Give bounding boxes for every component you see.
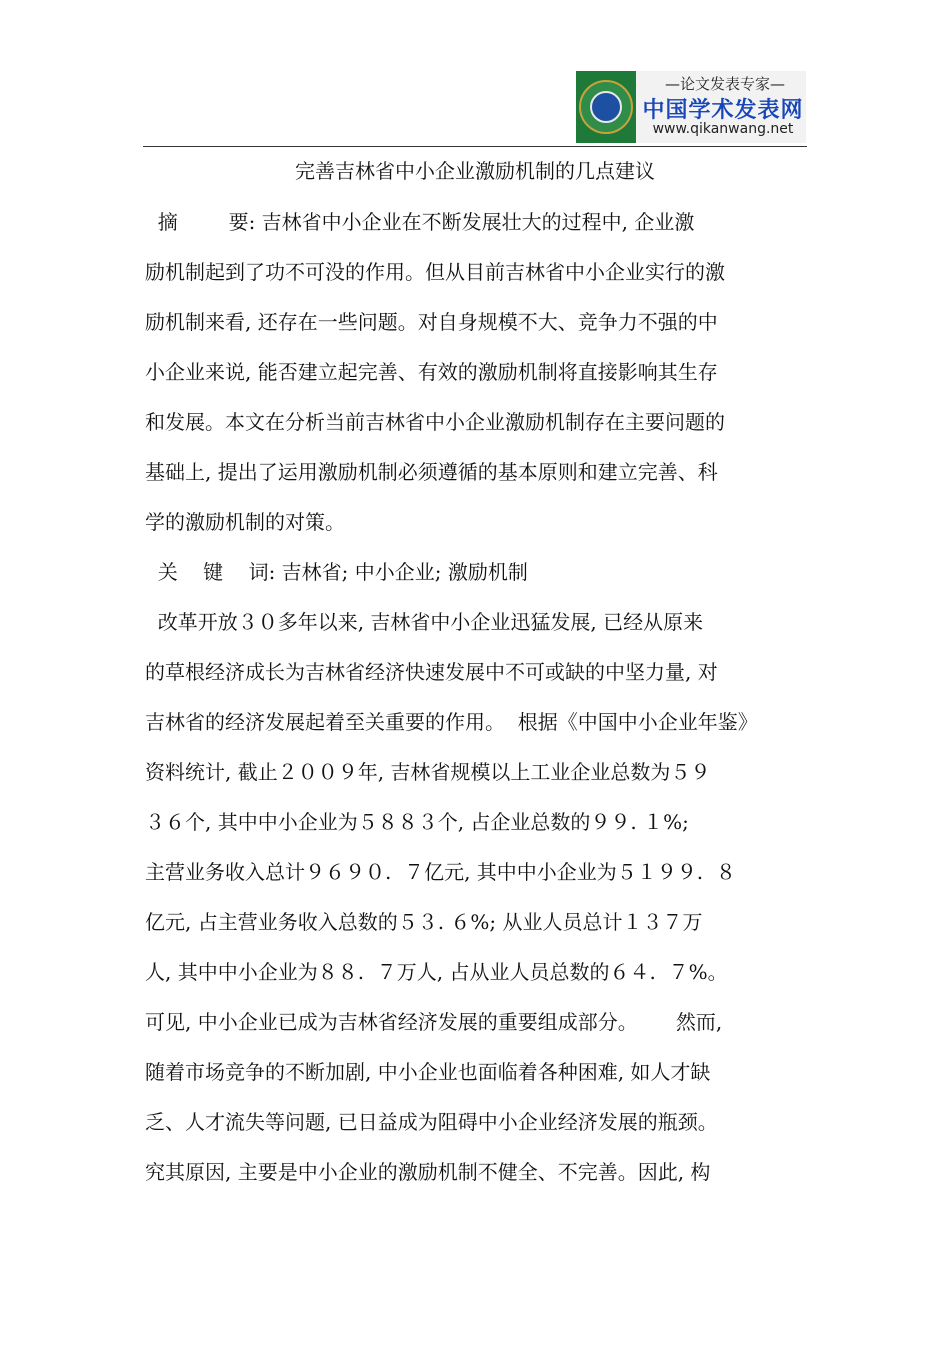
document-title: 完善吉林省中小企业激励机制的几点建议 [295, 159, 655, 183]
text-line: 人, 其中中小企业为８８. ７万人, 占从业人员总数的６４. ７%。 [145, 960, 728, 984]
text-line: ３６个, 其中中小企业为５８８３个, 占企业总数的９９. １%; [145, 810, 689, 834]
text-line: 随着市场竞争的不断加剧, 中小企业也面临着各种困难, 如人才缺 [145, 1060, 711, 1084]
text-line: 摘 要: 吉林省中小企业在不断发展壮大的过程中, 企业激 [145, 210, 695, 234]
site-logo [576, 71, 806, 143]
text-line: 亿元, 占主营业务收入总数的５３. ６%; 从业人员总计１３７万 [145, 910, 703, 934]
logo-tagline: —论文发表专家— [664, 75, 785, 93]
text-line: 励机制起到了功不可没的作用。但从目前吉林省中小企业实行的激 [145, 260, 725, 284]
text-line: 励机制来看, 还存在一些问题。对自身规模不大、竞争力不强的中 [145, 310, 718, 334]
logo-seal-icon [576, 71, 636, 143]
text-line: 的草根经济成长为吉林省经济快速发展中不可或缺的中坚力量, 对 [145, 660, 718, 684]
header-divider [143, 146, 807, 147]
text-line: 乏、人才流失等问题, 已日益成为阻碍中小企业经济发展的瓶颈。 [145, 1110, 718, 1134]
text-line: 关 键 词: 吉林省; 中小企业; 激励机制 [145, 560, 528, 584]
text-line: 资料统计, 截止２００９年, 吉林省规模以上工业企业总数为５９ [145, 760, 711, 784]
text-line: 小企业来说, 能否建立起完善、有效的激励机制将直接影响其生存 [145, 360, 718, 384]
text-line: 和发展。本文在分析当前吉林省中小企业激励机制存在主要问题的 [145, 410, 725, 434]
logo-url: www.qikanwang.net [652, 121, 794, 137]
text-line: 基础上, 提出了运用激励机制必须遵循的基本原则和建立完善、科 [145, 460, 718, 484]
text-line: 可见, 中小企业已成为吉林省经济发展的重要组成部分。 然而, [145, 1010, 723, 1034]
text-line: 究其原因, 主要是中小企业的激励机制不健全、不完善。因此, 构 [145, 1160, 711, 1184]
text-line: 吉林省的经济发展起着至关重要的作用。 根据《中国中小企业年鉴》 [145, 710, 758, 734]
text-line: 改革开放３０多年以来, 吉林省中小企业迅猛发展, 已经从原来 [145, 610, 704, 634]
logo-name: 中国学术发表网 [642, 98, 804, 123]
text-line: 主营业务收入总计９６９０. ７亿元, 其中中小企业为５１９９. ８ [145, 860, 736, 884]
text-line: 学的激励机制的对策。 [145, 510, 345, 534]
